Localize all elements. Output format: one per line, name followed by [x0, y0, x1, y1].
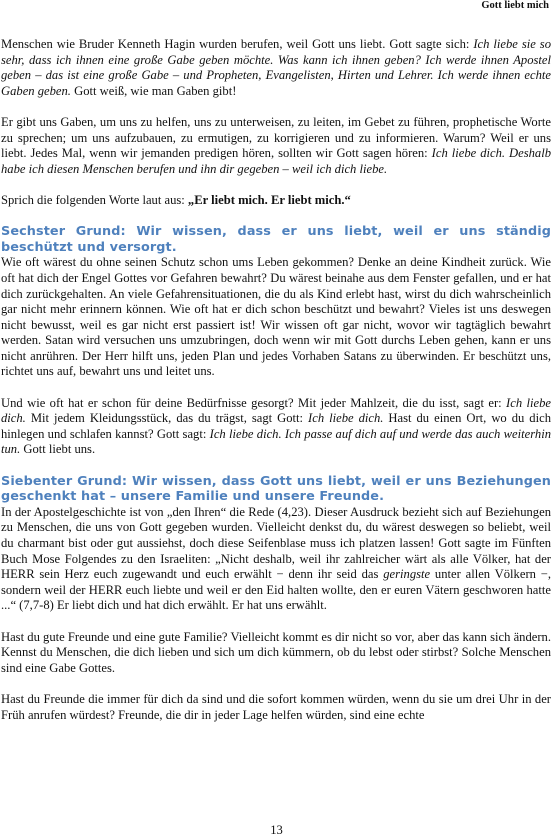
section-heading-seventh-reason: Siebenter Grund: Wir wissen, dass Gott uns liebt, weil er uns Beziehungen geschenkt hat – unsere Familie und unsere Freunde. [1, 473, 551, 505]
paragraph-4: Wie oft wärest du ohne seinen Schutz schon ums Leben gekommen? Denke an deine Kindheit zurück. Wie oft hat dich der Engel Gottes vor Gefahren bewahrt? Du wärest beinahe aus dem Fenster gefallen, und er hat dich zurückgehalten. An viele Gefahrensituationen, die du als Kind erlebt hast, wirst du dich wahrscheinlich gar nicht mehr erinnern können. Wie oft hat er dich schon beschützt und bewahrt? Vieles ist uns deswegen nicht bewusst, weil es gar nicht erst passiert ist! Wir wissen oft gar nicht, wovor wir tagtäglich bewahrt werden. Satan wird versuchen uns umzubringen, doch wenn wir mit Gott durchs Leben gehen, kann er uns nicht anrühren. Der Herr hilft uns, jeden Plan und jedes Vorhaben Satans zu überwinden. Er beschützt uns, richtet uns auf, bewahrt uns und leitet uns. [1, 255, 551, 379]
paragraph-6: In der Apostelgeschichte ist von „den Ihren“ die Rede (4,23). Dieser Ausdruck bezieht sich auf Beziehungen zu Menschen, die uns von Gott gegeben wurden. Vielleicht denkst du, du wärest deswegen so beliebt, weil du charmant bist oder gut aussiehst, doch diese Seifenblase muss ich platzen lassen! Gott sagte im Fünften Buch Mose Folgendes zu den Israeliten: „Nicht deshalb, weil ihr zahlreicher wärt als alle Völker, hat der HERR sein Herz euch zugewandt und euch erwählt − denn ihr seid das geringste unter allen Völkern −, sondern weil der HERR euch liebte und weil er den Eid halten wollte, den er euren Vätern geschworen hatte ...“ (7,7-8) Er liebt dich und hat dich erwählt. Er hat uns erwählt. [1, 504, 551, 613]
paragraph-1: Menschen wie Bruder Kenneth Hagin wurden berufen, weil Gott uns liebt. Gott sagte sich: Ich liebe sie so sehr, dass ich ihnen eine große Gabe geben möchte. Was kann ich ihnen geben? Ich werde ihnen Apostel geben – das ist eine große Gabe – und Propheten, Evangelisten, Hirten und Lehrer. Ich werde ihnen echte Gaben geben. Gott weiß, wie man Gaben gibt! [1, 37, 551, 98]
paragraph-3: Sprich die folgenden Worte laut aus: „Er liebt mich. Er liebt mich.“ [1, 192, 351, 207]
page-number: 13 [270, 823, 283, 837]
paragraph-5: Und wie oft hat er schon für deine Bedürfnisse gesorgt? Mit jeder Mahlzeit, die du isst, sagt er: Ich liebe dich. Mit jedem Kleidungsstück, das du trägst, sagt Gott: Ich liebe dich. Hast du einen Ort, wo du dich hinlegen und schlafen kannst? Gott sagt: Ich liebe dich. Ich passe auf dich auf und werde das auch weiterhin tun. Gott liebt uns. [1, 395, 552, 457]
paragraph-2: Er gibt uns Gaben, um uns zu helfen, uns zu unterweisen, zu leiten, im Gebet zu führen, prophetische Worte zu sprechen; um uns aufzubauen, zu ermutigen, zu korrigieren und zu informieren. Warum? Weil er uns liebt. Jedes Mal, wenn wir jemanden predigen hören, sollten wir Gott sagen hören: Ich liebe dich. Deshalb habe ich diesen Menschen berufen und ihn dir gegeben – weil ich dich liebe. [1, 114, 551, 176]
running-header: Gott liebt mich [481, 0, 549, 11]
section-heading-sixth-reason: Sechster Grund: Wir wissen, dass er uns liebt, weil er uns ständig beschützt und versorgt. [1, 224, 551, 255]
paragraph-7: Hast du gute Freunde und eine gute Familie? Vielleicht kommt es dir nicht so vor, aber das kann sich ändern. Kennst du Menschen, die dich lieben und sich um dich kümmern, ob du lebst oder stirbst? Solche Menschen sind eine Gabe Gottes. [1, 629, 551, 675]
paragraph-8: Hast du Freunde die immer für dich da sind und die sofort kommen würden, wenn du sie um drei Uhr in der Früh anrufen würdest? Freunde, die dir in jeder Lage helfen würden, sind eine echte [1, 691, 551, 722]
page-body [1, 37, 551, 723]
